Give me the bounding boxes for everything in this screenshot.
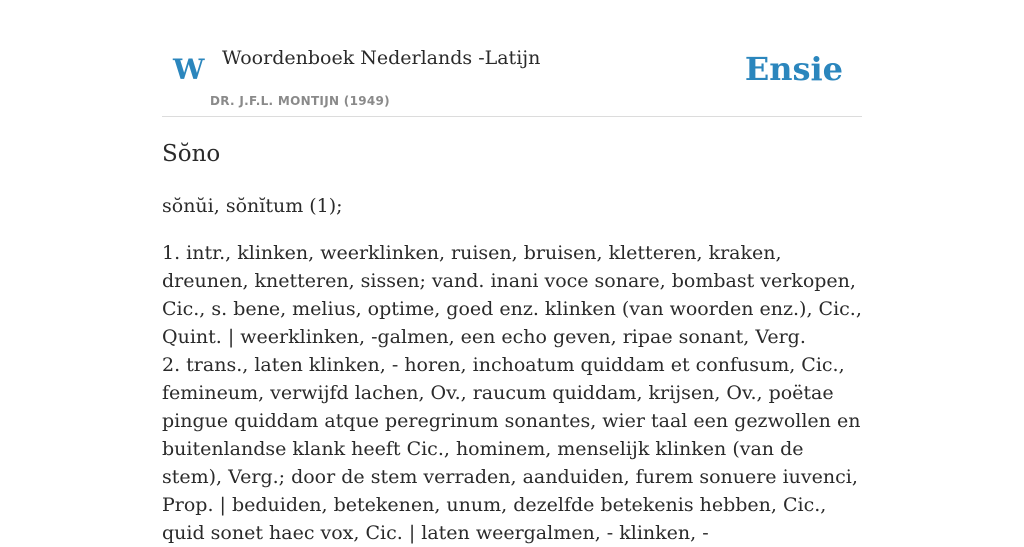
entry-headword: Sŏno — [162, 141, 221, 167]
entry-forms: sŏnŭi, sŏnĭtum (1); — [162, 195, 343, 217]
entry-definition-2: 2. trans., laten klinken, - horen, inchoatum quiddam et confusum, Cic., femineum, verwijfd lachen, Ov., raucum quiddam, krijsen, Ov., poëtae pingue quiddam atque peregrinum sonantes, wier taal een gezwollen en buitenlandse klank heeft Cic., hominem, menselijk klinken (van de stem), Verg.; door de stem verraden, aanduiden, furem sonuere iuvenci, Prop. | beduiden, betekenen, unum, dezelfde betekenis hebben, Cic., quid sonet haec vox, Cic. | laten weergalmen, - klinken, - — [162, 354, 861, 544]
dictionary-logo-icon[interactable]: W — [173, 53, 205, 86]
entry-definition-1: 1. intr., klinken, weerklinken, ruisen, bruisen, kletteren, kraken, dreunen, knetteren, sissen; vand. inani voce sonare, bombast verkopen, Cic., s. bene, melius, optime, goed enz. klinken (van woorden enz.), Cic., Quint. | weerklinken, -galmen, een echo geven, ripae sonant, Verg. — [162, 242, 862, 348]
dictionary-author: DR. J.F.L. MONTIJN (1949) — [210, 94, 390, 108]
dictionary-entry — [162, 136, 862, 547]
dictionary-title-link[interactable]: Woordenboek Nederlands -Latijn — [222, 47, 541, 69]
ensie-brand-logo[interactable]: Ensie — [744, 50, 843, 88]
site-header — [162, 0, 862, 117]
